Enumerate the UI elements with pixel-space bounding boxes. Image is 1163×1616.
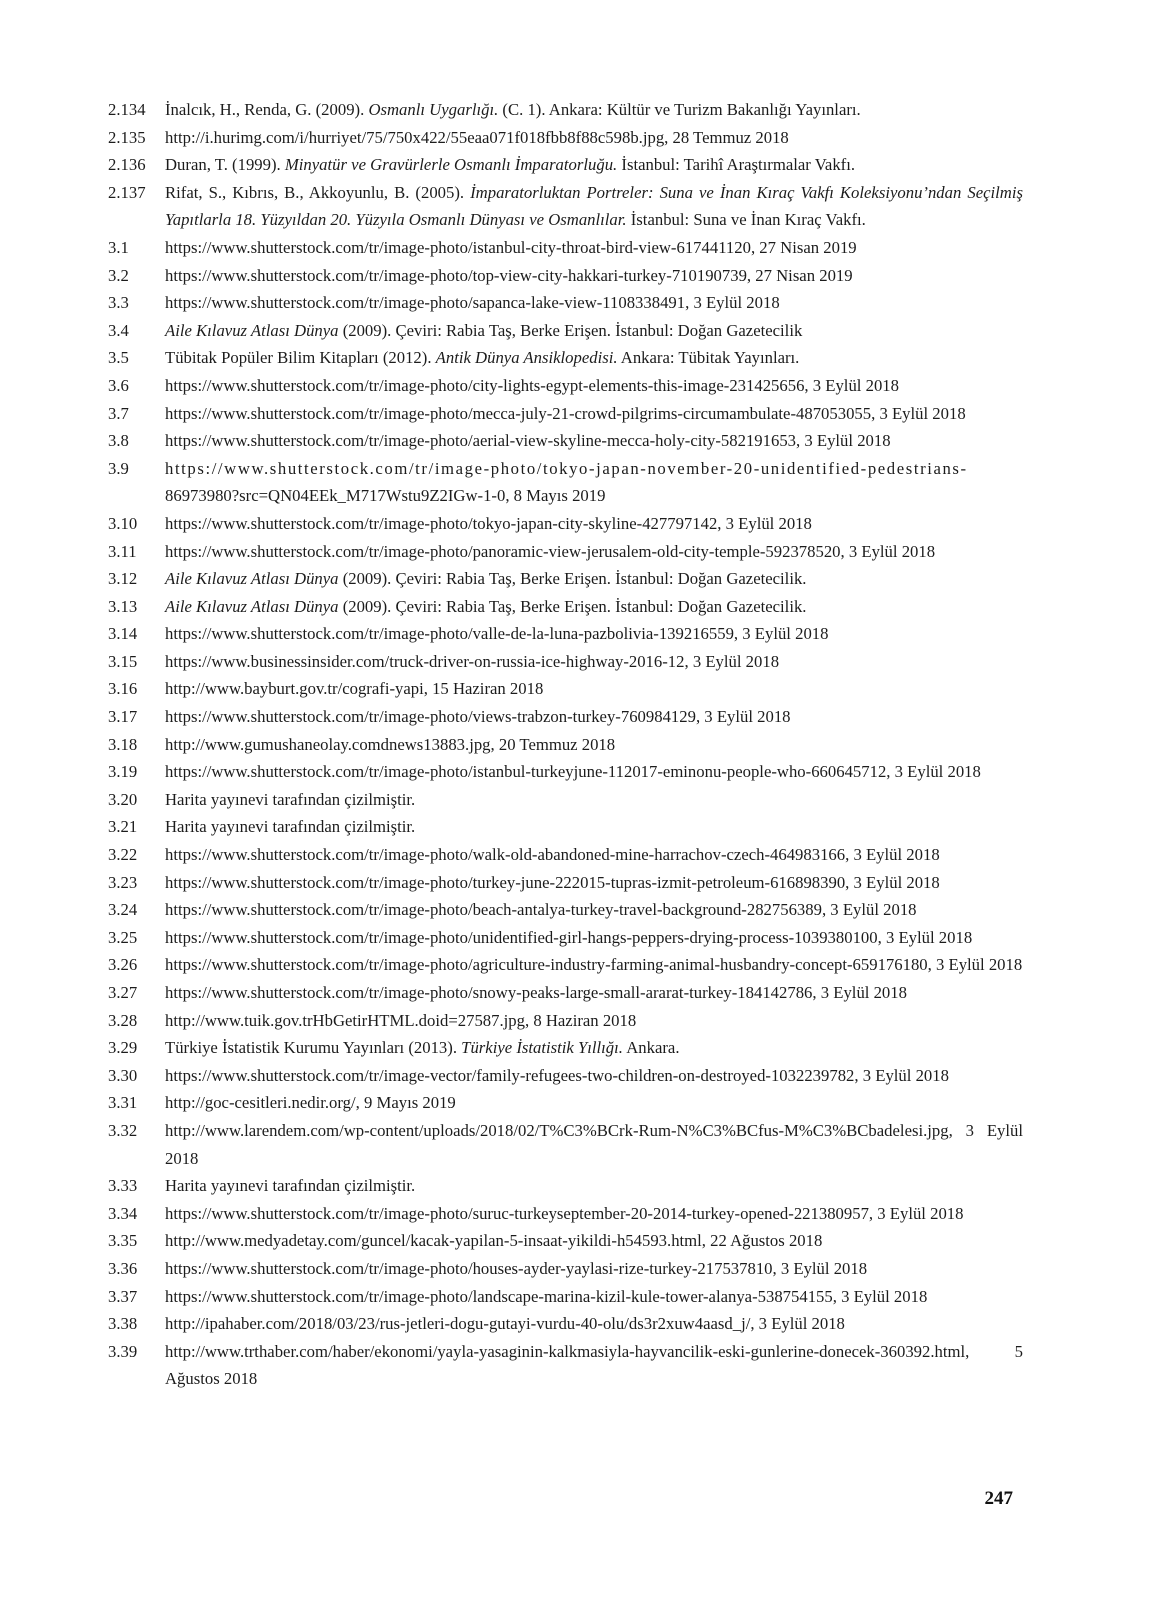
reference-text xyxy=(165,1227,1023,1255)
reference-number: 3.15 xyxy=(108,651,138,671)
reference-number: 3.30 xyxy=(108,1065,138,1085)
reference-number: 2.135 xyxy=(108,127,146,147)
reference-number: 2.136 xyxy=(108,155,146,175)
reference-text xyxy=(165,317,1023,345)
reference-title-italic: İmparatorluktan Portreler: Suna ve İnan Kıraç Vakfı Koleksiyonu’ndan Seçilmiş Yapıtlarla 18. Yüzyıldan 20. Yüzyıla Osmanlı Dünyası ve Osmanlılar. xyxy=(165,182,1023,230)
reference-number: 3.6 xyxy=(108,375,129,395)
reference-text-segment: http://www.bayburt.gov.tr/cografi-yapi, 15 Haziran 2018 xyxy=(165,679,544,699)
reference-text xyxy=(165,1200,1023,1228)
reference-entry xyxy=(108,455,1023,510)
reference-title-italic: Minyatür ve Gravürlerle Osmanlı İmparatorluğu. xyxy=(284,155,618,175)
reference-number: 3.19 xyxy=(108,762,138,782)
reference-entry xyxy=(108,813,1023,841)
reference-text-segment: Harita yayınevi tarafından çizilmiştir. xyxy=(165,1176,416,1196)
reference-entry xyxy=(108,703,1023,731)
reference-text xyxy=(165,841,1023,869)
reference-text-segment: (2009). Çeviri: Rabia Taş, Berke Erişen. İstanbul: Doğan Gazetecilik. xyxy=(338,569,807,589)
reference-entry xyxy=(108,1034,1023,1062)
reference-text-segment: https://www.shutterstock.com/tr/image-photo/aerial-view-skyline-mecca-holy-city-582191653, 3 Eylül 2018 xyxy=(165,431,891,451)
reference-number: 3.39 xyxy=(108,1341,138,1361)
reference-text-segment: https://www.shutterstock.com/tr/image-photo/unidentified-girl-hangs-peppers-drying-process-1039380100, 3 Eylül 2018 xyxy=(165,927,973,947)
reference-entry xyxy=(108,731,1023,759)
reference-text-segment: https://www.shutterstock.com/tr/image-photo/city-lights-egypt-elements-this-image-231425656, 3 Eylül 2018 xyxy=(165,375,899,395)
reference-number: 3.12 xyxy=(108,569,138,589)
reference-text-segment: https://www.shutterstock.com/tr/image-photo/istanbul-city-throat-bird-view-617441120, 27 Nisan 2019 xyxy=(165,237,857,257)
reference-text-segment: Rifat, S., Kıbrıs, B., Akkoyunlu, B. (2005). xyxy=(165,182,471,202)
reference-text xyxy=(165,1062,1023,1090)
reference-entry xyxy=(108,869,1023,897)
reference-text xyxy=(165,648,1023,676)
reference-text-segment: http://www.larendem.com/wp-content/uploads/2018/02/T%C3%BCrk-Rum-N%C3%BCfus-M%C3%BCbadelesi.jpg, 3 Eylül 2018 xyxy=(165,1120,1023,1168)
reference-text-segment: https://www.shutterstock.com/tr/image-photo/mecca-july-21-crowd-pilgrims-circumambulate-487053055, 3 Eylül 2018 xyxy=(165,403,966,423)
reference-entry xyxy=(108,565,1023,593)
reference-entry xyxy=(108,593,1023,621)
reference-number: 3.16 xyxy=(108,679,138,699)
reference-text xyxy=(165,179,1023,234)
reference-text-segment: (2009). Çeviri: Rabia Taş, Berke Erişen. İstanbul: Doğan Gazetecilik xyxy=(338,320,803,340)
page-number: 247 xyxy=(984,1488,1013,1509)
reference-text-segment: Türkiye İstatistik Kurumu Yayınları (2013). xyxy=(165,1038,462,1058)
reference-entry xyxy=(108,758,1023,786)
reference-text xyxy=(165,1089,1023,1117)
reference-title-italic: Türkiye İstatistik Yıllığı. xyxy=(461,1038,623,1058)
reference-entry xyxy=(108,1007,1023,1035)
reference-text-segment: https://www.shutterstock.com/tr/image-photo/houses-ayder-yaylasi-rize-turkey-217537810, 3 Eylül 2018 xyxy=(165,1258,868,1278)
reference-text xyxy=(165,731,1023,759)
reference-entry xyxy=(108,1200,1023,1228)
reference-text xyxy=(165,1117,1023,1172)
reference-entry xyxy=(108,1255,1023,1283)
reference-number: 3.1 xyxy=(108,237,129,257)
reference-text-segment: http://goc-cesitleri.nedir.org/, 9 Mayıs 2019 xyxy=(165,1093,456,1113)
reference-entry xyxy=(108,1338,1023,1393)
reference-title-italic: Aile Kılavuz Atlası Dünya xyxy=(165,596,339,616)
reference-text xyxy=(165,1255,1023,1283)
reference-title-italic: Aile Kılavuz Atlası Dünya xyxy=(165,569,339,589)
reference-text xyxy=(165,289,1023,317)
reference-text xyxy=(165,96,1023,124)
reference-text xyxy=(165,813,1023,841)
reference-text-segment: Harita yayınevi tarafından çizilmiştir. xyxy=(165,817,416,837)
reference-number: 3.9 xyxy=(108,458,129,478)
reference-text-segment: https://www.shutterstock.com/tr/image-photo/top-view-city-hakkari-turkey-710190739, 27 Nisan 2019 xyxy=(165,265,853,285)
reference-text xyxy=(165,1007,1023,1035)
reference-text-segment: https://www.shutterstock.com/tr/image-photo/suruc-turkeyseptember-20-2014-turkey-opened-221380957, 3 Eylül 2018 xyxy=(165,1203,964,1223)
reference-text-segment: Ankara: Tübitak Yayınları. xyxy=(617,348,800,368)
reference-number: 3.11 xyxy=(108,541,137,561)
reference-entry xyxy=(108,427,1023,455)
reference-text-segment: https://www.shutterstock.com/tr/image-photo/agriculture-industry-farming-animal-husbandry-concept-659176180, 3 Eylül 2018 xyxy=(165,955,1023,975)
reference-text xyxy=(165,675,1023,703)
reference-title-italic: Aile Kılavuz Atlası Dünya xyxy=(165,320,339,340)
reference-entry xyxy=(108,400,1023,428)
reference-entry xyxy=(108,620,1023,648)
reference-entry xyxy=(108,234,1023,262)
reference-entry xyxy=(108,372,1023,400)
reference-number: 2.134 xyxy=(108,100,146,119)
reference-text xyxy=(165,1172,1023,1200)
reference-number: 3.8 xyxy=(108,431,129,451)
reference-entry xyxy=(108,979,1023,1007)
reference-number: 3.27 xyxy=(108,983,138,1002)
reference-text-segment: https://www.shutterstock.com/tr/image-vector/family-refugees-two-children-on-destroyed-1032239782, 3 Eylül 2018 xyxy=(165,1065,949,1085)
reference-number: 3.31 xyxy=(108,1093,138,1113)
reference-text-segment: https://www.shutterstock.com/tr/image-photo/sapanca-lake-view-1108338491, 3 Eylül 2018 xyxy=(165,293,780,313)
reference-entry xyxy=(108,289,1023,317)
reference-entry xyxy=(108,1172,1023,1200)
reference-text-segment: https://www.shutterstock.com/tr/image-photo/valle-de-la-luna-pazbolivia-139216559, 3 Eylül 2018 xyxy=(165,624,829,644)
reference-text xyxy=(165,1283,1023,1311)
reference-title-italic: Osmanlı Uygarlığı. xyxy=(368,100,499,119)
reference-text-segment: http://www.tuik.gov.trHbGetirHTML.doid=27587.jpg, 8 Haziran 2018 xyxy=(165,1010,637,1030)
reference-entry xyxy=(108,841,1023,869)
reference-number: 3.14 xyxy=(108,624,138,644)
reference-entry xyxy=(108,951,1023,979)
reference-text xyxy=(165,924,1023,952)
reference-number: 3.10 xyxy=(108,513,138,533)
reference-text-segment: Tübitak Popüler Bilim Kitapları (2012). xyxy=(165,348,436,368)
reference-text-segment: https://www.businessinsider.com/truck-driver-on-russia-ice-highway-2016-12, 3 Eylül 2018 xyxy=(165,651,780,671)
reference-text-segment: Ankara. xyxy=(622,1038,680,1058)
reference-text xyxy=(165,151,1023,179)
reference-number: 3.22 xyxy=(108,845,138,865)
reference-number: 3.23 xyxy=(108,872,138,892)
reference-text-segment: (2009). Çeviri: Rabia Taş, Berke Erişen. İstanbul: Doğan Gazetecilik. xyxy=(338,596,807,616)
reference-entry xyxy=(108,1310,1023,1338)
reference-entry xyxy=(108,124,1023,152)
reference-text xyxy=(165,538,1023,566)
reference-entry xyxy=(108,648,1023,676)
reference-entry xyxy=(108,675,1023,703)
reference-text xyxy=(165,1310,1023,1338)
reference-text-segment: 86973980?src=QN04EEk_M717Wstu9Z2IGw-1-0, 8 Mayıs 2019 xyxy=(165,486,606,506)
reference-number: 3.17 xyxy=(108,707,138,727)
reference-entry xyxy=(108,924,1023,952)
reference-text-segment: https://www.shutterstock.com/tr/image-photo/tokyo-japan-city-skyline-427797142, 3 Eylül 2018 xyxy=(165,513,812,533)
reference-entry xyxy=(108,1089,1023,1117)
reference-entry xyxy=(108,179,1023,234)
reference-number: 3.4 xyxy=(108,320,129,340)
reference-entry xyxy=(108,317,1023,345)
reference-text xyxy=(165,344,1023,372)
reference-entry xyxy=(108,1227,1023,1255)
reference-number: 3.35 xyxy=(108,1231,138,1251)
reference-number: 3.24 xyxy=(108,900,138,920)
reference-text-segment: İnalcık, H., Renda, G. (2009). xyxy=(165,100,369,119)
reference-entry xyxy=(108,510,1023,538)
reference-number: 3.34 xyxy=(108,1203,138,1223)
reference-text xyxy=(165,262,1023,290)
reference-text xyxy=(165,896,1023,924)
reference-text-segment: http://i.hurimg.com/i/hurriyet/75/750x422/55eaa071f018fbb8f88c598b.jpg, 28 Temmuz 2018 xyxy=(165,127,789,147)
reference-number: 3.13 xyxy=(108,596,138,616)
reference-text-segment: https://www.shutterstock.com/tr/image-photo/istanbul-turkeyjune-112017-eminonu-people-who-660645712, 3 Eylül 2018 xyxy=(165,762,981,782)
reference-text-segment: İstanbul: Tarihî Araştırmalar Vakfı. xyxy=(617,155,856,175)
reference-text-segment: Harita yayınevi tarafından çizilmiştir. xyxy=(165,789,416,809)
reference-number: 3.36 xyxy=(108,1258,138,1278)
reference-text-segment: https://www.shutterstock.com/tr/image-photo/walk-old-abandoned-mine-harrachov-czech-464983166, 3 Eylül 2018 xyxy=(165,845,940,865)
reference-number: 3.20 xyxy=(108,789,138,809)
reference-number: 3.7 xyxy=(108,403,129,423)
reference-text xyxy=(165,427,1023,455)
reference-text xyxy=(165,400,1023,428)
reference-text-segment: http://www.medyadetay.com/guncel/kacak-yapilan-5-insaat-yikildi-h54593.html, 22 Ağustos 2018 xyxy=(165,1231,823,1251)
reference-entry xyxy=(108,262,1023,290)
reference-text-segment: https://www.shutterstock.com/tr/image-photo/landscape-marina-kizil-kule-tower-alanya-538754155, 3 Eylül 2018 xyxy=(165,1286,928,1306)
reference-entry xyxy=(108,96,1023,124)
reference-text xyxy=(165,593,1023,621)
reference-text xyxy=(165,758,1023,786)
reference-text xyxy=(165,455,1023,510)
reference-text-segment: https://www.shutterstock.com/tr/image-photo/panoramic-view-jerusalem-old-city-temple-592378520, 3 Eylül 2018 xyxy=(165,541,936,561)
reference-text xyxy=(165,703,1023,731)
reference-entry xyxy=(108,1062,1023,1090)
reference-text-segment: https://www.shutterstock.com/tr/image-photo/tokyo-japan-november-20-unidentified-pedestrians- xyxy=(165,458,968,478)
reference-text-segment: http://www.trthaber.com/haber/ekonomi/yayla-yasaginin-kalkmasiyla-hayvancilik-eski-gunlerine-donecek-360392.html, 5 Ağustos 2018 xyxy=(165,1341,1023,1389)
reference-number: 3.18 xyxy=(108,734,138,754)
reference-text xyxy=(165,620,1023,648)
reference-number: 3.32 xyxy=(108,1120,138,1140)
reference-number: 3.28 xyxy=(108,1010,138,1030)
reference-text xyxy=(165,1338,1023,1393)
reference-number: 3.29 xyxy=(108,1038,138,1058)
reference-text-segment: https://www.shutterstock.com/tr/image-photo/beach-antalya-turkey-travel-background-282756389, 3 Eylül 2018 xyxy=(165,900,917,920)
reference-number: 3.37 xyxy=(108,1286,138,1306)
reference-entry xyxy=(108,151,1023,179)
reference-text-segment: (C. 1). Ankara: Kültür ve Turizm Bakanlığı Yayınları. xyxy=(498,100,861,119)
reference-text xyxy=(165,786,1023,814)
reference-number: 3.25 xyxy=(108,927,138,947)
reference-number: 3.21 xyxy=(108,817,138,837)
reference-text-segment: https://www.shutterstock.com/tr/image-photo/views-trabzon-turkey-760984129, 3 Eylül 2018 xyxy=(165,707,791,727)
reference-text-segment: https://www.shutterstock.com/tr/image-photo/snowy-peaks-large-small-ararat-turkey-184142786, 3 Eylül 2018 xyxy=(165,983,907,1002)
reference-number: 2.137 xyxy=(108,182,146,202)
reference-text-segment: İstanbul: Suna ve İnan Kıraç Vakfı. xyxy=(626,210,866,230)
reference-text xyxy=(165,951,1023,979)
reference-list xyxy=(108,96,1023,1393)
reference-number: 3.38 xyxy=(108,1314,138,1334)
reference-entry xyxy=(108,1283,1023,1311)
reference-text xyxy=(165,1034,1023,1062)
reference-title-italic: Antik Dünya Ansiklopedisi. xyxy=(435,348,618,368)
reference-entry xyxy=(108,538,1023,566)
reference-text xyxy=(165,510,1023,538)
reference-text-segment: https://www.shutterstock.com/tr/image-photo/turkey-june-222015-tupras-izmit-petroleum-616898390, 3 Eylül 2018 xyxy=(165,872,940,892)
reference-number: 3.2 xyxy=(108,265,129,285)
reference-number: 3.26 xyxy=(108,955,138,975)
reference-text-segment: Duran, T. (1999). xyxy=(165,155,285,175)
reference-text xyxy=(165,372,1023,400)
reference-text xyxy=(165,979,1023,1007)
reference-text xyxy=(165,234,1023,262)
reference-number: 3.3 xyxy=(108,293,129,313)
reference-entry xyxy=(108,344,1023,372)
reference-number: 3.5 xyxy=(108,348,129,368)
reference-text xyxy=(165,869,1023,897)
reference-text-segment: http://www.gumushaneolay.comdnews13883.jpg, 20 Temmuz 2018 xyxy=(165,734,616,754)
reference-text xyxy=(165,124,1023,152)
reference-number: 3.33 xyxy=(108,1176,138,1196)
reference-text-segment: http://ipahaber.com/2018/03/23/rus-jetleri-dogu-gutayi-vurdu-40-olu/ds3r2xuw4aasd_j/, 3 Eylül 2018 xyxy=(165,1314,845,1334)
reference-entry xyxy=(108,1117,1023,1172)
reference-entry xyxy=(108,896,1023,924)
reference-entry xyxy=(108,786,1023,814)
reference-text xyxy=(165,565,1023,593)
